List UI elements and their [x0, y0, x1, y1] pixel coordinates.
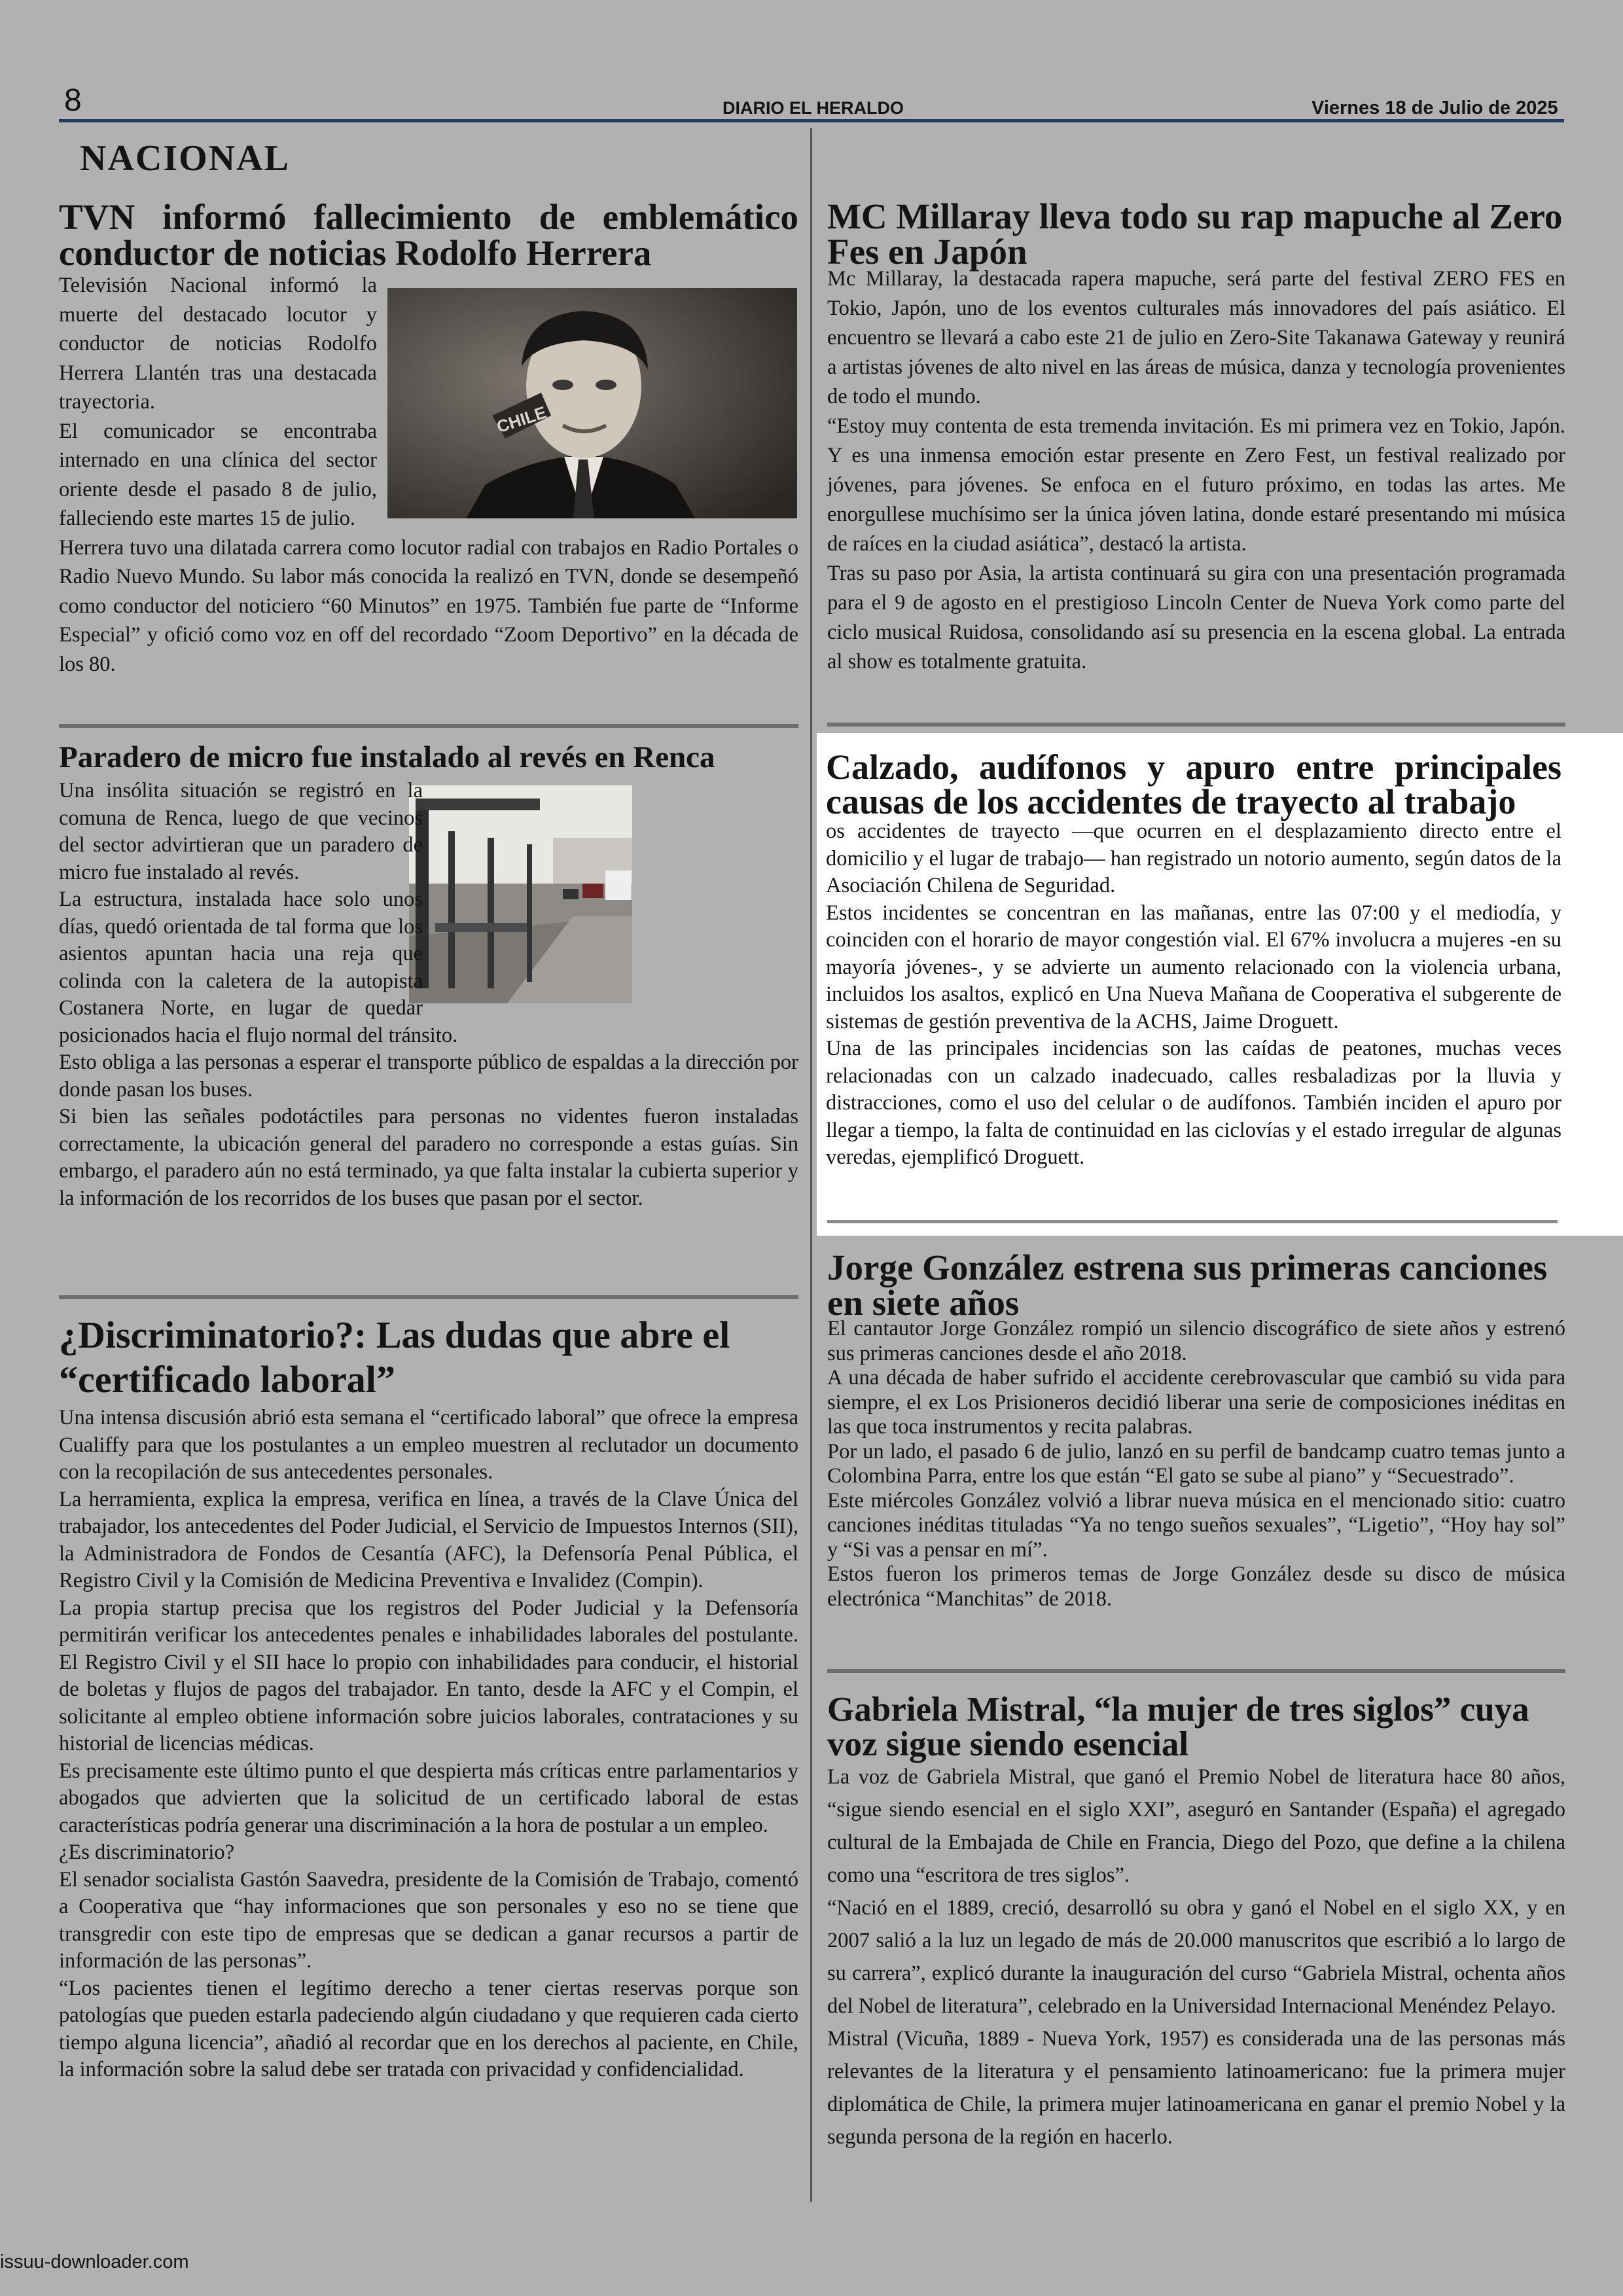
paragraph: Una de las principales incidencias son las caídas de peatones, muchas veces relacionadas con un calzado inadecuado, calles resbaladizas por la lluvia y distracciones, como el uso del celular o de audífonos. También inciden el apuro por llegar a tiempo, la falta de continuidad en las ciclovías y el estado irregular de algunas veredas, ejemplificó Droguett. [826, 1037, 1561, 1169]
header-rule [59, 119, 1564, 122]
paragraph: Este miércoles González volvió a librar nueva música en el mencionado sitio: cuatro canciones inéditas tituladas “Ya no tengo sueños sexuales”, “Ligetio”, “Hoy hay sol” y “Si vas a pensar en mí”. [827, 1488, 1565, 1562]
body-millaray [827, 264, 1565, 677]
paragraph: La voz de Gabriela Mistral, que ganó el Premio Nobel de literatura hace 80 años, “sigue siendo esencial en el siglo XXI”, aseguró en Santander (España) el agregado cultural de la Embajada de Chile en Francia, Diego del Pozo, que define a la chilena como una “escritora de tres siglos”. [827, 1765, 1565, 1887]
paragraph: Estos incidentes se concentran en las mañanas, entre las 07:00 y el mediodía, y coinciden con el horario de mayor congestión vial. El 67% involucra a mujeres -en su mayoría jóvenes-, y se advierte un aumento relacionado con la violencia urbana, incluidos los asaltos, explicó en Una Nueva Mañana de Cooperativa el subgerente de sistemas de gestión preventiva de la ACHS, Jaime Droguett. [826, 901, 1561, 1033]
paragraph: El cantautor Jorge González rompió un silencio discográfico de siete años y estrenó sus primeras canciones desde el año 2018. [827, 1317, 1565, 1365]
paragraph: El comunicador se encontraba internado en una clínica del sector oriente desde el pasado 8 de julio, falleciendo este martes 15 de julio. [59, 419, 377, 530]
section-title: NACIONAL [80, 138, 290, 179]
paragraph: Televisión Nacional informó la muerte del destacado locutor y conductor de noticias Rodolfo Herrera Llantén tras una destacada trayectoria. [59, 274, 377, 414]
paragraph: La propia startup precisa que los registros del Poder Judicial y la Defensoría permitirán verificar los antecedentes penales e inhabilidades laborales del postulante. El Registro Civil y el SII hace lo propio con inhabilidades para conducir, el historial de boletas y flujos de pagos del trabajador. En tanto, desde la AFC y el Compin, el solicitante al empleo obtiene información sobre juicios laborales, contrataciones y su historial de licencias médicas. [59, 1596, 798, 1755]
paragraph: Mistral (Vicuña, 1889 - Nueva York, 1957) es considerada una de las personas más relevantes de la literatura y el pensamiento latinoamericano: fue la primera mujer diplomática de Chile, la primera mujer latinoamericana en ganar el premio Nobel y la segunda persona de la región en hacerlo. [827, 2027, 1565, 2149]
divider [827, 1669, 1565, 1673]
headline-calzado: Calzado, audífonos y apuro entre principales causas de los accidentes de trayecto al trabajo [826, 747, 1561, 821]
body-gonzalez [827, 1317, 1565, 1611]
paragraph: A una década de haber sufrido el accidente cerebrovascular que cambió su vida para siempre, el ex Los Prisioneros decidió liberar una serie de composiciones inéditas en las que toca instrumentos y recita palabras. [827, 1366, 1565, 1439]
photo-spacer [386, 271, 798, 520]
paragraph: “Los pacientes tienen el legítimo derecho a tener ciertas reservas porque son patologías que pueden estarla padeciendo algún ciudadano y que requieren cada cierto tiempo alguna licencia”, añadió al recordar que en los derechos al paciente, en Chile, la información sobre la salud debe ser tratada con privacidad y confidencialidad. [59, 1976, 798, 2081]
paragraph: Herrera tuvo una dilatada carrera como locutor radial con trabajos en Radio Portales o Radio Nuevo Mundo. Su labor más conocida la realizó en TVN, donde se desempeñó como conductor del noticiero “60 Minutos” en 1975. También fue parte de “Informe Especial” y ofició como voz en off del recordado “Zoom Deportivo” en la década de los 80. [59, 535, 798, 676]
photo-caption-chile: CHILE [494, 402, 549, 437]
page-number: 8 [64, 83, 82, 118]
body-paradero-wrap [59, 778, 798, 1212]
divider [827, 1220, 1558, 1223]
paragraph: Esto obliga a las personas a esperar el transporte público de espaldas a la dirección por donde pasan los buses. [59, 1050, 798, 1102]
subheading: ¿Es discriminatorio? [59, 1840, 235, 1864]
paragraph: os accidentes de trayecto —que ocurren en el desplazamiento directo entre el domicilio y el lugar de trabajo— han registrado un notorio aumento, según datos de la Asociación Chilena de Seguridad. [826, 819, 1561, 897]
headline-mistral: Gabriela Mistral, “la mujer de tres siglos” cuya voz sigue siendo esencial [827, 1691, 1529, 1763]
headline-millaray: MC Millaray lleva todo su rap mapuche al Zero Fes en Japón [827, 196, 1563, 272]
paragraph: Estos fueron los primeros temas de Jorge González desde su disco de música electrónica “Manchitas” de 2018. [827, 1562, 1565, 1611]
body-tvn-wrap [59, 271, 798, 679]
paragraph: El senador socialista Gastón Saavedra, presidente de la Comisión de Trabajo, comentó a Cooperativa que “hay informaciones que son personales y eso no se tiene que transgredir con este tipo de empresas que se dedican a ganar recursos a partir de información de las personas”. [59, 1867, 798, 1973]
paragraph: Una insólita situación se registró en la comuna de Renca, luego de que vecinos del sector advirtieran que un paradero de micro fue instalado al revés. [59, 779, 423, 884]
paragraph: La estructura, instalada hace solo unos días, quedó orientada de tal forma que los asientos apuntan hacia una reja que colinda con la caletera de la autopista Costanera Norte, en lugar de quedar posicionados hacia el flujo normal del tránsito. [59, 888, 458, 1047]
headline-paradero: Paradero de micro fue instalado al revés en Renca [59, 740, 715, 774]
paragraph: Tras su paso por Asia, la artista continuará su gira con una presentación programada para el 9 de agosto en el prestigioso Lincoln Center de Nueva York como parte del ciclo musical Ruidosa, consolidando así su presencia en la escena global. La entrada al show es totalmente gratuita. [827, 562, 1565, 673]
watermark: issuu-downloader.com [0, 2251, 189, 2272]
paragraph: Por un lado, el pasado 6 de julio, lanzó en su perfil de bandcamp cuatro temas junto a Colombina Parra, entre los que están “El gato se sube al piano” y “Secuestrado”. [827, 1439, 1565, 1488]
newspaper-name: DIARIO EL HERALDO [722, 98, 904, 118]
divider [827, 723, 1565, 726]
headline-gonzalez: Jorge González estrena sus primeras canciones en siete años [827, 1247, 1548, 1323]
paragraph: Mc Millaray, la destacada rapera mapuche, será parte del festival ZERO FES en Tokio, Japón, uno de los eventos culturales más innovadores del país asiático. El encuentro se llevará a cabo este 21 de julio en Zero-Site Takanawa Gateway y reunirá a artistas jóvenes de alto nivel en las áreas de música, danza y tecnología provenientes de todo el mundo. [827, 267, 1565, 408]
divider [59, 724, 798, 728]
headline-tvn: TVN informó fallecimiento de emblemático conductor de noticias Rodolfo Herrera [59, 197, 798, 273]
paragraph: Si bien las señales podotáctiles para personas no videntes fueron instaladas correctamente, la ubicación general del paradero no corresponde a estas guías. Sin embargo, el paradero aún no está terminado, ya que falta instalar la cubierta superior y la información de los recorridos de los buses que pasan por el sector. [59, 1105, 798, 1210]
photo-spacer [432, 778, 798, 1005]
issue-date: Viernes 18 de Julio de 2025 [1311, 98, 1558, 118]
paragraph: Es precisamente este último punto el que despierta más críticas entre parlamentarios y abogados que advierten que la solicitud de un certificado laboral de estas características podría generar una discriminación a la hora de postular a un empleo. [59, 1759, 798, 1837]
column-divider [810, 128, 812, 2202]
paragraph: La herramienta, explica la empresa, verifica en línea, a través de la Clave Única del trabajador, los antecedentes del Poder Judicial, el Servicio de Impuestos Internos (SII), la Administradora de Fondos de Cesantía (AFC), la Defensoría Penal Pública, el Registro Civil y la Comisión de Medicina Preventiva e Invalidez (Compin). [59, 1487, 798, 1592]
paragraph: “Estoy muy contenta de esta tremenda invitación. Es mi primera vez en Tokio, Japón. Y es una inmensa emoción estar presente en Zero Fest, un festival realizado por jóvenes, para jóvenes. Se enfoca en el futuro próximo, en todas las artes. Me enorgullese muchísimo ser la única jóven latina, donde estaré presentando mi música de raíces en la ciudad asiática”, destacó la artista. [827, 414, 1565, 556]
divider [59, 1295, 798, 1299]
paragraph: Una intensa discusión abrió esta semana el “certificado laboral” que ofrece la empresa Cualiffy para que los postulantes a un empleo muestren al reclutador un documento con la recopilación de sus antecedentes personales. [59, 1406, 798, 1484]
body-certificado [59, 1405, 798, 2084]
paragraph: “Nació en el 1889, creció, desarrolló su obra y ganó el Nobel en el siglo XX, y en 2007 salió a la luz un legado de más de 20.000 manuscritos que escribió a lo largo de su carrera”, explicó durante la inauguración del curso “Gabriela Mistral, ochenta años del Nobel de literatura”, celebrado en la Universidad Internacional Menéndez Pelayo. [827, 1896, 1565, 2018]
body-calzado [826, 818, 1561, 1172]
headline-certificado: ¿Discriminatorio?: Las dudas que abre el “certificado laboral” [59, 1314, 730, 1401]
body-mistral [827, 1761, 1565, 2153]
